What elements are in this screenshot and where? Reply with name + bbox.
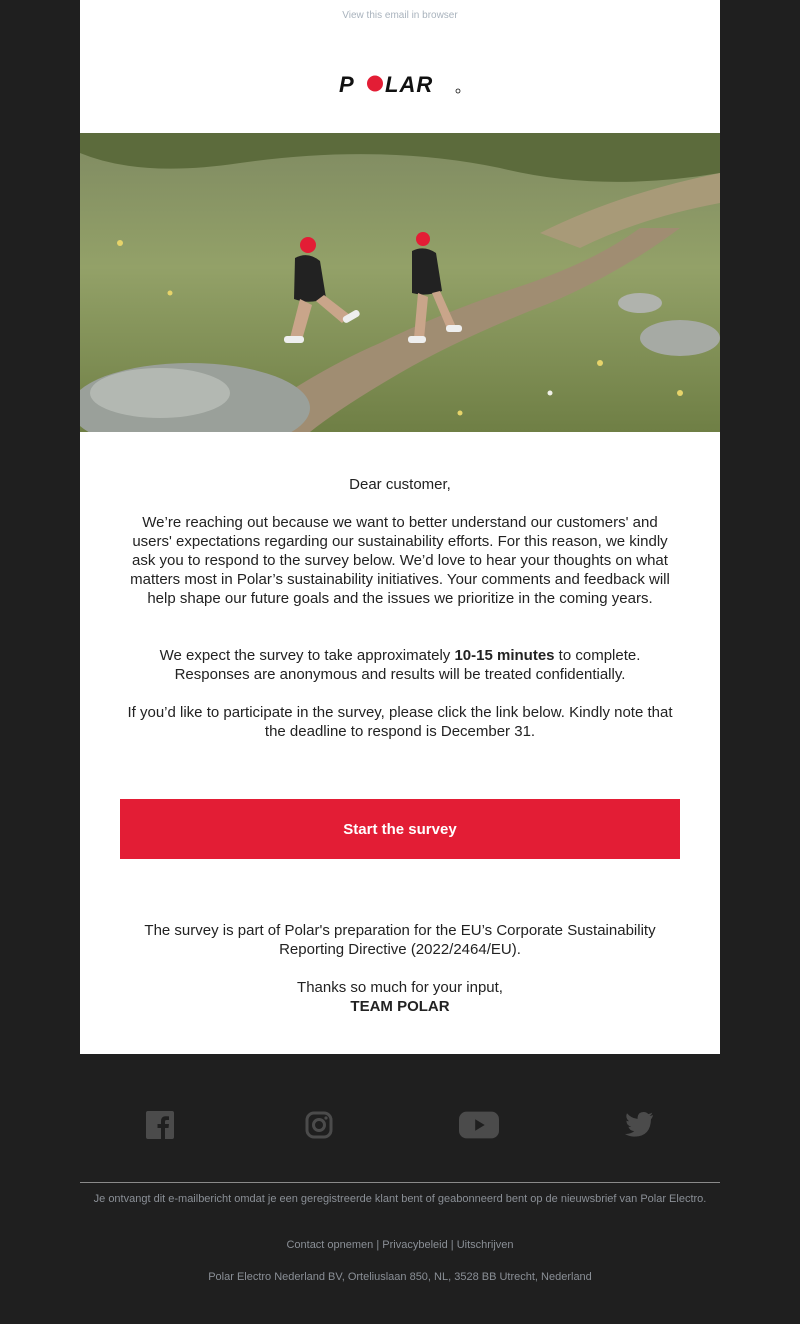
greeting-text: [126, 475, 674, 494]
unsubscribe-link[interactable]: Uitschrijven: [456, 1239, 514, 1251]
start-survey-button[interactable]: Start the survey: [120, 799, 680, 859]
footer-address: Polar Electro Nederland BV, Orteliuslaan 850, NL, 3528 BB Utrecht, Nederland: [208, 1271, 592, 1283]
signoff: [126, 978, 674, 1016]
view-in-browser-link[interactable]: View this email in browser: [342, 10, 458, 21]
svg-text:P: P: [339, 72, 355, 96]
link-separator: |: [373, 1239, 383, 1251]
thanks-text: Thanks so much for your input,: [297, 979, 503, 996]
facebook-icon[interactable]: [140, 1110, 180, 1140]
youtube-icon[interactable]: [459, 1110, 499, 1140]
duration-before: We expect the survey to take approximately: [159, 647, 455, 664]
privacy-link[interactable]: Privacybeleid: [382, 1239, 448, 1251]
signature: TEAM POLAR: [350, 998, 450, 1015]
duration-text: [126, 646, 674, 684]
contact-link[interactable]: Contact opnemen: [286, 1239, 374, 1251]
email-card: [80, 0, 720, 1054]
intro-paragraph: [126, 513, 674, 608]
participate-paragraph: [126, 703, 674, 741]
svg-text:LAR: LAR: [385, 72, 434, 96]
greeting: Dear customer,: [349, 476, 451, 493]
footer-divider: [80, 1182, 720, 1183]
twitter-icon[interactable]: [619, 1110, 659, 1140]
intro-text: We’re reaching out because we want to better understand our customers' and users' expectations regarding our sustainability efforts. For this reason, we kindly ask you to respond to the survey below. We’d love to hear your thoughts on what matters most in Polar’s sustainability initiatives. Your comments and feedback will help shape our future goals and the issues we prioritize in the coming years.: [130, 514, 670, 607]
hero-image-trail-runners: [80, 133, 720, 432]
link-separator: |: [447, 1239, 457, 1251]
footer-notice: Je ontvangt dit e-mailbericht omdat je een geregistreerde klant bent of geabonneerd bent op de nieuwsbrief van Polar Electro.: [93, 1193, 707, 1205]
directive-paragraph: [126, 921, 674, 959]
polar-logo[interactable]: [339, 72, 461, 96]
duration-after: to complete. Responses are anonymous and results will be treated confidentially.: [174, 647, 641, 683]
duration-highlight: 10-15 minutes: [454, 647, 555, 664]
participate-text: If you’d like to participate in the survey, please click the link below. Kindly note that the deadline to respond is December 31.: [127, 704, 673, 740]
duration-paragraph: [126, 646, 674, 684]
directive-text: The survey is part of Polar's preparation for the EU’s Corporate Sustainability Reporting Directive (2022/2464/EU).: [144, 922, 656, 958]
footer-links: [90, 1238, 710, 1252]
instagram-icon[interactable]: [299, 1110, 339, 1140]
social-links: [80, 1100, 720, 1150]
